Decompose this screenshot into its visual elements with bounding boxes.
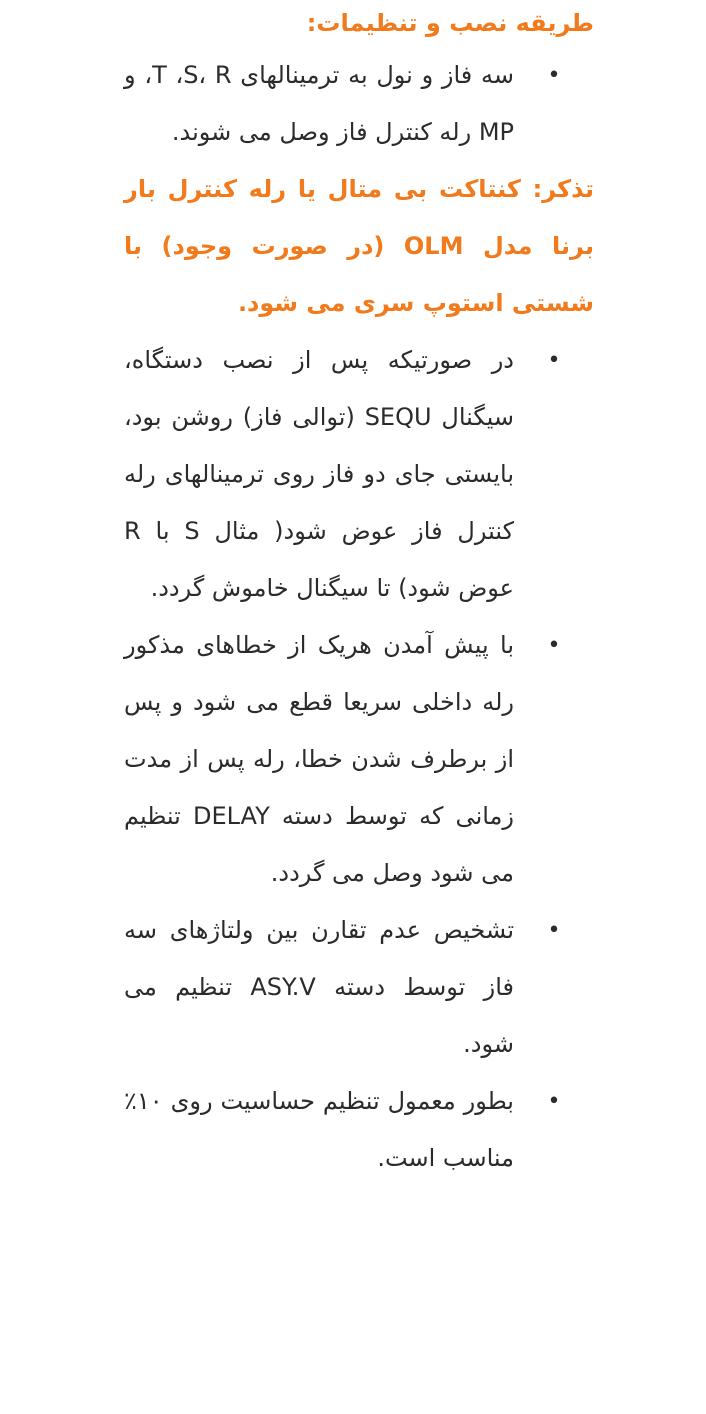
list-item xyxy=(124,47,561,161)
bullet-icon: • xyxy=(547,633,561,658)
bullet-icon: • xyxy=(547,918,561,943)
list-item-text: تشخیص عدم تقارن بین ولتاژهای سه فاز توسط دسته ASY.V تنظیم می شود. xyxy=(124,916,514,1058)
list-item xyxy=(124,1073,561,1187)
bullet-icon: • xyxy=(547,1089,561,1114)
list-item-text: در صورتیکه پس از نصب دستگاه، سیگنال SEQU (توالی فاز) روشن بود، بایستی جای دو فاز روی ترمینالهای رله کنترل فاز عوض شود( مثال S با R عوض شود) تا سیگنال خاموش گردد. xyxy=(124,346,515,602)
list-item xyxy=(124,902,561,1073)
bullet-list-b xyxy=(124,332,594,1187)
list-item-text: با پیش آمدن هریک از خطاهای مذکور رله داخلی سریعا قطع می شود و پس از برطرف شدن خطا، رله پس از مدت زمانی که توسط دسته DELAY تنظیم می شود وصل می گردد. xyxy=(124,631,515,887)
list-item-text: سه فاز و نول به ترمینالهای T ،S، R، و MP رله کنترل فاز وصل می شوند. xyxy=(124,61,514,146)
section-heading: طریقه نصب و تنظیمات: xyxy=(306,9,594,37)
bullet-list-a xyxy=(124,47,594,161)
bullet-icon: • xyxy=(547,63,561,88)
installation-section xyxy=(124,0,594,1187)
list-item xyxy=(124,617,561,902)
list-item-text: بطور معمول تنظیم حساسیت روی ۱۰٪ مناسب است. xyxy=(124,1087,514,1172)
list-item xyxy=(124,332,561,617)
bullet-icon: • xyxy=(547,348,561,373)
warning-note: تذکر: کنتاکت بی متال یا رله کنترل بار برنا مدل OLM (در صورت وجود) با شستی استوپ سری می شود. xyxy=(124,175,594,317)
